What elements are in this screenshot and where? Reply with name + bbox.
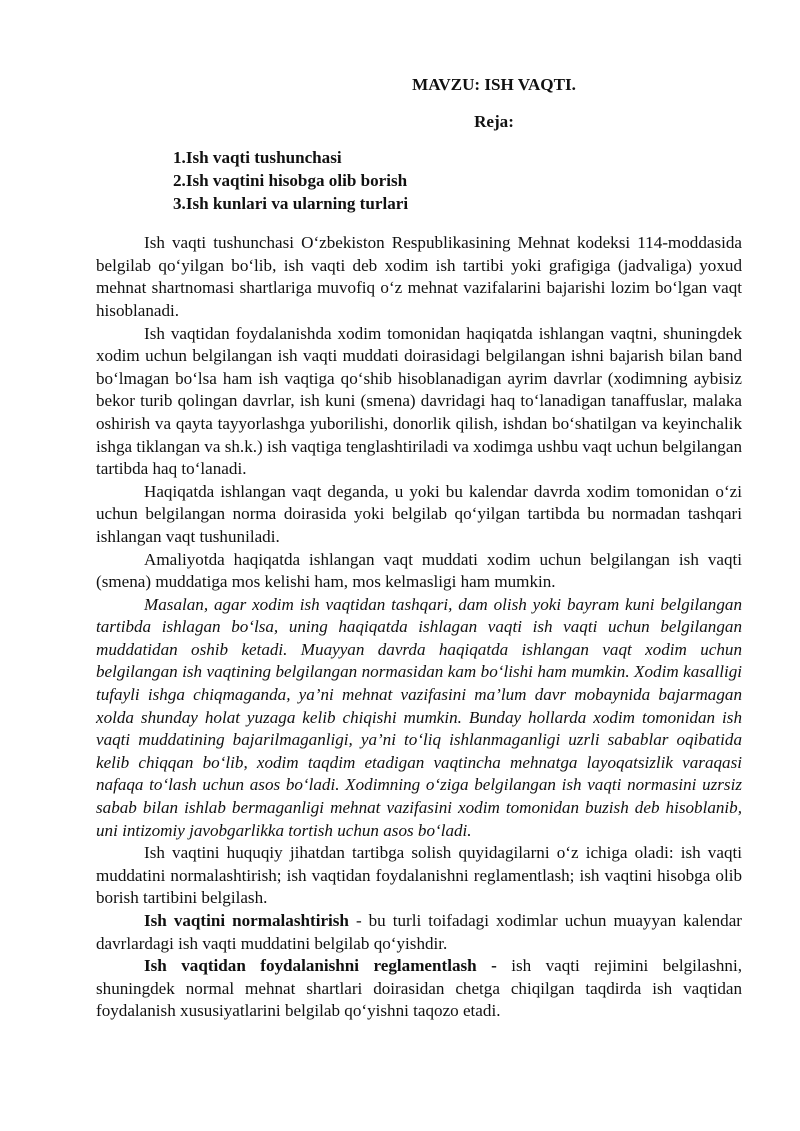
paragraph: Haqiqatda ishlangan vaqt deganda, u yoki bu kalendar davrda xodim tomonidan o‘zi uchun belgilangan norma doirasida yoki belgilab qo‘yilgan tartibda bu normadan tashqari ishlangan vaqt tushuniladi. bbox=[96, 481, 742, 546]
document-body bbox=[96, 232, 742, 1023]
document-page bbox=[96, 70, 742, 1023]
definition-term: Ish vaqtini normalashtirish bbox=[144, 911, 349, 930]
plan-heading: Reja: bbox=[474, 111, 514, 131]
definition-text: - bu turli toifadagi xodimlar uchun muayyan kalendar davrlardagi ish vaqti muddatini belgilab qo‘yishdir. bbox=[96, 911, 742, 953]
definition-paragraph bbox=[96, 910, 742, 955]
paragraph: Amaliyotda haqiqatda ishlangan vaqt muddati xodim uchun belgilangan ish vaqti (smena) muddatiga mos kelishi ham, mos kelmasligi ham mumkin. bbox=[96, 549, 742, 592]
document-title: MAVZU: ISH VAQTI. bbox=[412, 75, 576, 94]
plan-item: 3.Ish kunlari va ularning turlari bbox=[173, 194, 409, 214]
plan-list bbox=[96, 146, 742, 215]
definition-text: ish vaqti rejimini belgilashni, shuningdek normal mehnat shartlari doirasidan chetga chiqilgan taqdirda ish vaqtidan foydalanish xususiyatlarini belgilab qo‘yishni taqozo etadi. bbox=[96, 956, 742, 1021]
paragraph: Ish vaqtini huquqiy jihatdan tartibga solish quyidagilarni o‘z ichiga oladi: ish vaqti muddatini normalashtirish; ish vaqtidan foydalanishni reglamentlash; ish vaqtini hisobga olib borish tartibini belgilash. bbox=[96, 843, 742, 908]
plan-item: 1.Ish vaqti tushunchasi bbox=[173, 148, 342, 168]
paragraph: Ish vaqti tushunchasi O‘zbekiston Respublikasining Mehnat kodeksi 114-moddasida belgilab qo‘yilgan bo‘lib, ish vaqti deb xodim ish tartibi yoki grafigiga (jadvaliga) yoxud mehnat shartnomasi shartlariga muvofiq o‘z mehnat vazifalarini bajarishi lozim bo‘lgan vaqt hisoblanadi. bbox=[96, 233, 742, 320]
definition-paragraph bbox=[96, 955, 742, 1023]
definition-term: Ish vaqtidan foydalanishni reglamentlash - bbox=[144, 956, 497, 976]
example-paragraph: Masalan, agar xodim ish vaqtidan tashqari, dam olish yoki bayram kuni belgilangan tartibda ishlagan bo‘lsa, uning haqiqatda ishlagan vaqti ish vaqti uchun belgilangan muddatidan oshib ketadi. Muayyan davrda haqiqatda ishlangan vaqt xodim uchun belgilangan ish vaqtining belgilangan normasidan kam bo‘lishi ham mumkin. Xodim kasalligi tufayli ishga chiqmaganda, ya’ni mehnat vazifasini ma’lum davr mobaynida bajarmagan xolda shunday holat yuzaga kelib chiqishi mumkin. Bunday hollarda xodim tomonidan ish vaqti muddatining bajarilmaganligi, ya’ni to‘liq ishlanmaganligi uzrli sabablar oqibatida kelib chiqqan bo‘lib, xodim taqdim etadigan vaqtincha mehnatga layoqatsizlik varaqasi nafaqa to‘lash uchun asos bo‘ladi. Xodimning o‘ziga belgilangan ish vaqti normasini uzrsiz sabab bilan ishlab bermaganligi mehnat vazifasini xodim tomonidan buzish deb hisoblanib, uni intizomiy javobgarlikka tortish uchun asos bo‘ladi. bbox=[96, 594, 742, 840]
paragraph: Ish vaqtidan foydalanishda xodim tomonidan haqiqatda ishlangan vaqtni, shuningdek xodim uchun belgilangan ish vaqti muddati doirasidagi belgilangan ishni bajarish bilan band bo‘lmagan bo‘lsa ham ish vaqtiga qo‘shib hisoblanadigan ayrim davrlar (xodimning aybisiz bekor turib qolingan davrlar, ish kuni (smena) davridagi haq to‘lanadigan tanaffuslar, malaka oshirish va qayta tayyorlashga yuborilishi, donorlik qilish, ishdan bo‘shatilgan va keyinchalik ishga tiklangan va sh.k.) ish vaqtiga tenglashtiriladi va xodimga ushbu vaqt uchun belgilangan tartibda haq to‘lanadi. bbox=[96, 323, 742, 479]
plan-item: 2.Ish vaqtini hisobga olib borish bbox=[173, 171, 408, 191]
